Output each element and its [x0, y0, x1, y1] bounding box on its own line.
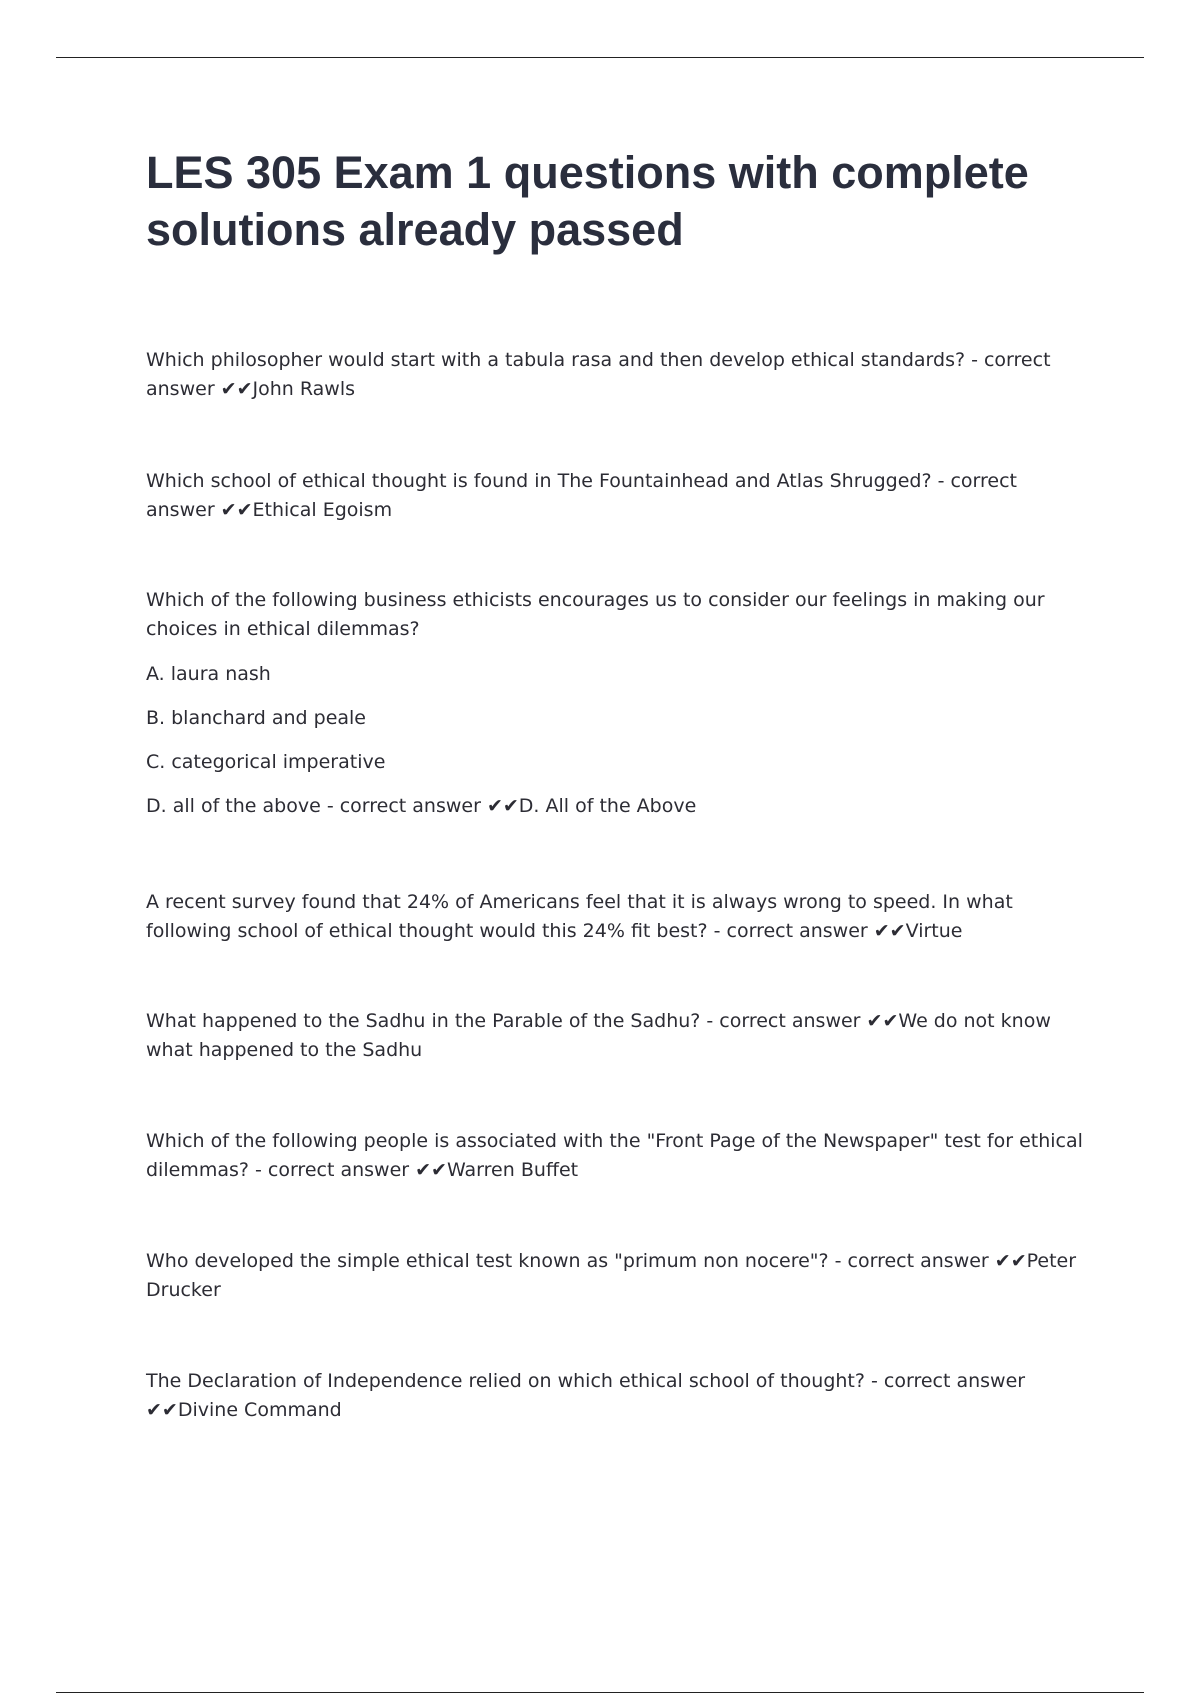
- checkmark-icon: ✔✔: [415, 1159, 447, 1181]
- answer-text: Ethical Egoism: [252, 499, 393, 521]
- checkmark-icon: ✔✔: [873, 920, 906, 942]
- qa-item-7: [146, 1247, 1091, 1305]
- question-text: A recent survey found that 24% of Americans feel that it is always wrong to speed. In what following school of ethical thought would this 24% fit best? - correct answer: [146, 891, 1013, 942]
- option-c: C. categorical imperative: [146, 751, 386, 773]
- qa-item-1: [146, 346, 1091, 404]
- option-d: [146, 792, 1091, 821]
- answer-text: D. All of the Above: [518, 795, 697, 817]
- question-text: Which of the following business ethicists encourages us to consider our feelings in making our choices in ethical dilemmas?: [146, 589, 1045, 640]
- checkmark-icon: ✔✔: [220, 378, 253, 400]
- qa-item-6: [146, 1127, 1091, 1185]
- answer-text: Warren Buffet: [446, 1159, 579, 1181]
- checkmark-icon: ✔✔: [866, 1010, 899, 1032]
- question-text: What happened to the Sadhu in the Parable of the Sadhu? - correct answer: [146, 1010, 867, 1032]
- option-b: B. blanchard and peale: [146, 707, 366, 729]
- answer-text: Peter Drucker: [146, 1250, 1077, 1301]
- document-title: LES 305 Exam 1 questions with complete solutions already passed: [146, 147, 1029, 255]
- bottom-divider: [56, 1692, 1144, 1693]
- qa-item-8: [146, 1367, 1091, 1425]
- option-a: A. laura nash: [146, 663, 271, 685]
- question-text: Which of the following people is associated with the "Front Page of the Newspaper" test for ethical dilemmas? - correct answer: [146, 1130, 1083, 1181]
- qa-item-3: [146, 586, 1091, 821]
- qa-item-4: [146, 888, 1091, 946]
- question-text: Which philosopher would start with a tabula rasa and then develop ethical standards? - correct answer: [146, 349, 1051, 400]
- answer-text: We do not know what happened to the Sadhu: [146, 1010, 1051, 1061]
- question-text: Which school of ethical thought is found in The Fountainhead and Atlas Shrugged? - correct answer: [146, 470, 1017, 521]
- answer-text: Virtue: [905, 920, 963, 942]
- question-text: Who developed the simple ethical test known as "primum non nocere"? - correct answer: [146, 1250, 995, 1272]
- checkmark-icon: ✔✔: [994, 1250, 1027, 1272]
- question-text: The Declaration of Independence relied on which ethical school of thought? - correct answer: [146, 1370, 1026, 1392]
- qa-item-5: [146, 1007, 1091, 1065]
- checkmark-icon: ✔✔: [220, 499, 253, 521]
- checkmark-icon: ✔✔: [146, 1399, 178, 1421]
- option-d-text: D. all of the above - correct answer: [146, 795, 487, 817]
- checkmark-icon: ✔✔: [486, 795, 519, 817]
- top-divider: [56, 57, 1144, 58]
- answer-text: Divine Command: [177, 1399, 342, 1421]
- answer-text: John Rawls: [252, 378, 356, 400]
- qa-item-2: [146, 467, 1091, 525]
